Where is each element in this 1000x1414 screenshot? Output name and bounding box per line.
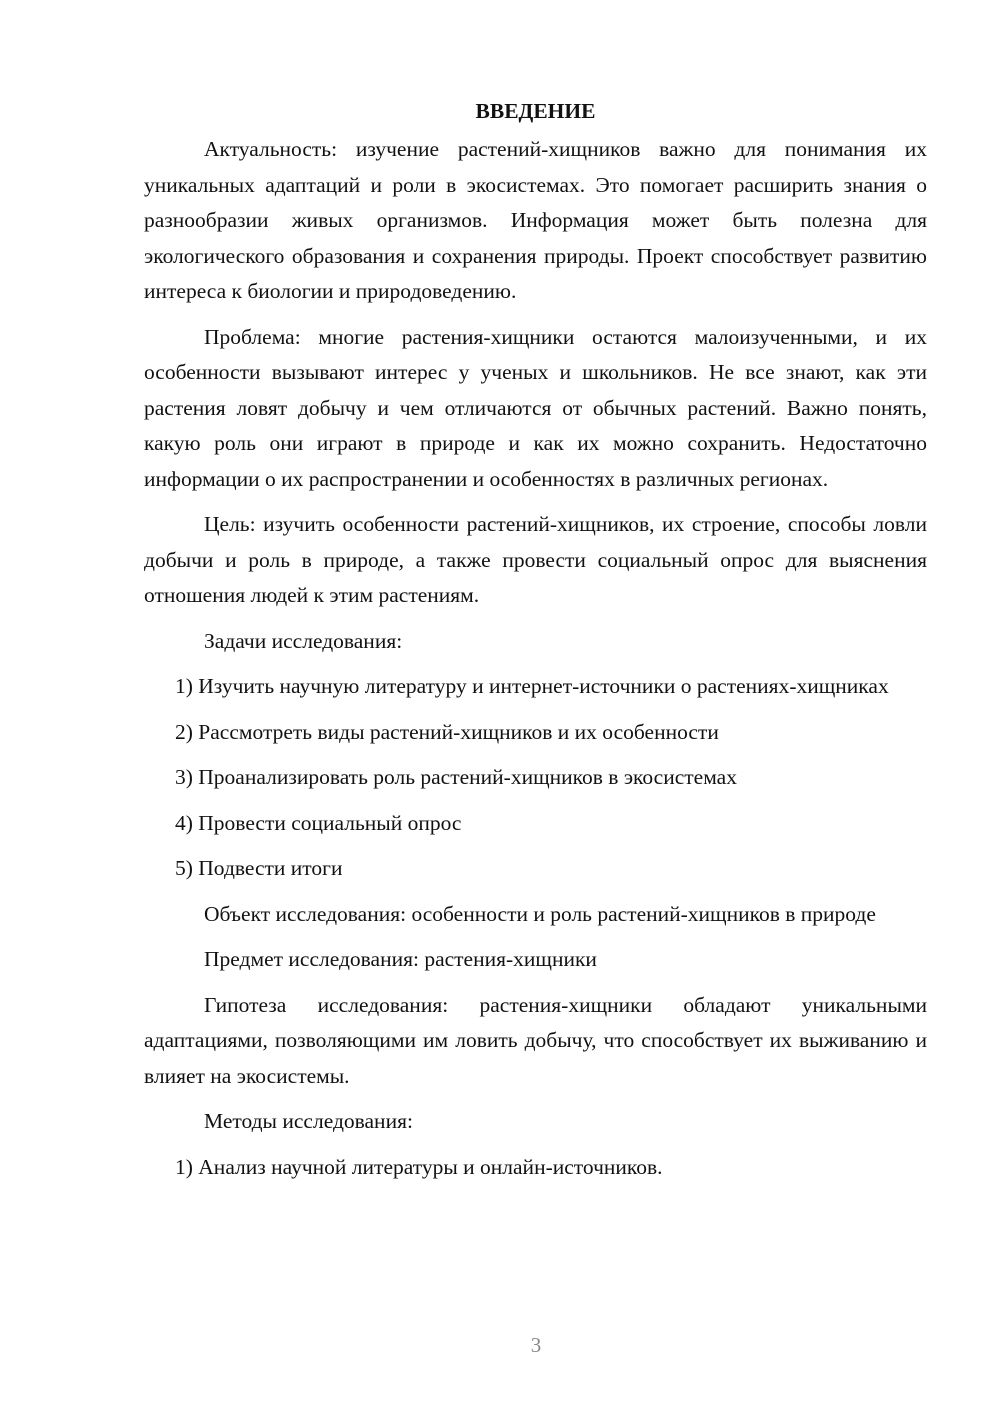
task-item-3: 3) Проанализировать роль растений-хищников в экосистемах [175, 765, 737, 789]
paragraph-hypothesis: Гипотеза исследования: растения-хищники обладают уникальными адаптациями, позволяющими им ловить добычу, что способствует их выживанию и влияет на экосистемы. [144, 992, 927, 1088]
task-item-4: 4) Провести социальный опрос [175, 810, 462, 835]
task-item-2: 2) Рассмотреть виды растений-хищников и их особенности [175, 719, 719, 744]
paragraph-methods-heading: Методы исследования: [204, 1109, 413, 1133]
paragraph-tasks-heading: Задачи исследования: [204, 628, 403, 653]
page-number: 3 [530, 1333, 542, 1357]
task-item-5: 5) Подвести итоги [175, 856, 343, 880]
task-item-1: 1) Изучить научную литературу и интернет-источники о растениях-хищниках [175, 674, 889, 698]
paragraph-problem: Проблема: многие растения-хищники остаются малоизученными, и их особенности вызывают интерес у ученых и школьников. Не все знают, как эти растения ловят добычу и чем отличаются от обычных растений. Важно понять, какую роль они играют в природе и как их можно сохранить. Недостаточно информации о их распространении и особенностях в различных регионах. [144, 324, 927, 491]
paragraph-goal: Цель: изучить особенности растений-хищников, их строение, способы ловли добычи и роль в природе, а также провести социальный опрос для выяснения отношения людей к этим растениям. [144, 512, 927, 607]
paragraph-relevance: Актуальность: изучение растений-хищников важно для понимания их уникальных адаптаций и роли в экосистемах. Это помогает расширить знания о разнообразии живых организмов. Информация может быть полезна для экологического образования и сохранения природы. Проект способствует развитию интереса к биологии и природоведению. [144, 137, 927, 303]
paragraph-subject: Предмет исследования: растения-хищники [204, 947, 597, 971]
page-title: ВВЕДЕНИЕ [475, 99, 596, 123]
method-item-1: 1) Анализ научной литературы и онлайн-источников. [175, 1154, 663, 1179]
paragraph-object: Объект исследования: особенности и роль растений-хищников в природе [204, 901, 876, 926]
document-body [144, 95, 927, 1195]
